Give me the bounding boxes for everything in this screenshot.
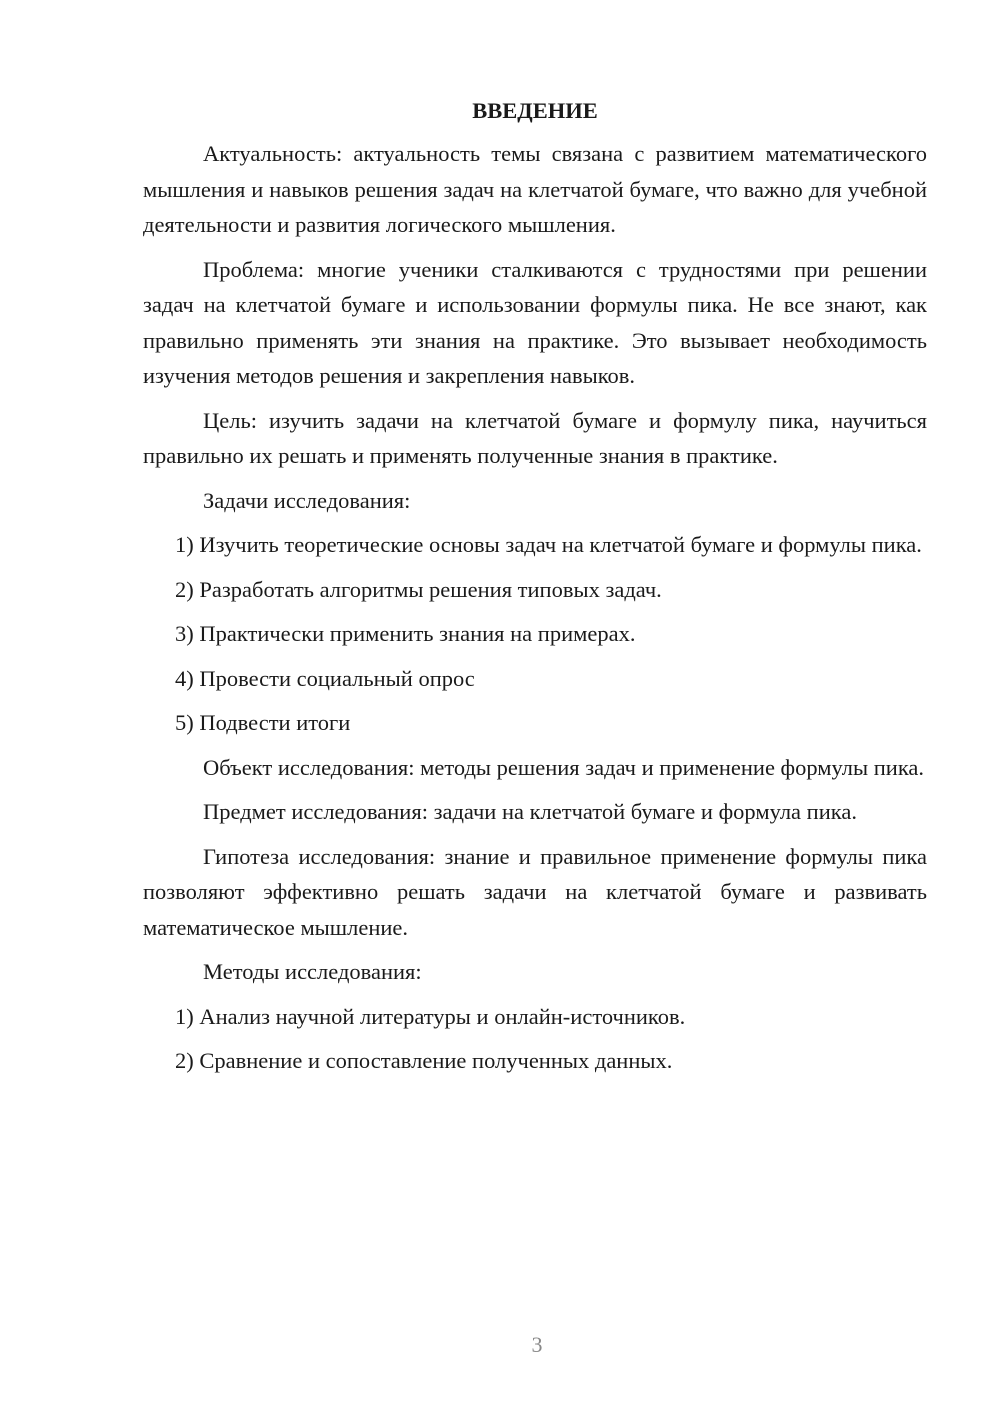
page-body <box>143 96 927 1088</box>
page-title: ВВЕДЕНИЕ <box>472 98 598 123</box>
task-item-5: 5) Подвести итоги <box>175 710 351 735</box>
problem-paragraph: Проблема: многие ученики сталкиваются с трудностями при решении задач на клетчатой бумаге и использовании формулы пика. Не все знают, как правильно применять эти знания на практике. Это вызывает необходимость изучения методов решения и закрепления навыков. <box>143 256 927 388</box>
task-item-1: 1) Изучить теоретические основы задач на клетчатой бумаге и формулы пика. <box>175 532 922 557</box>
method-item-2: 2) Сравнение и сопоставление полученных данных. <box>175 1048 673 1073</box>
method-item-1: 1) Анализ научной литературы и онлайн-источников. <box>175 1003 686 1029</box>
methods-heading: Методы исследования: <box>203 959 422 984</box>
object-paragraph: Объект исследования: методы решения задач и применение формулы пика. <box>203 754 925 780</box>
task-item-4: 4) Провести социальный опрос <box>175 665 475 691</box>
relevance-paragraph: Актуальность: актуальность темы связана с развитием математического мышления и навыков решения задач на клетчатой бумаге, что важно для учебной деятельности и развития логического мышления. <box>143 141 927 237</box>
subject-paragraph: Предмет исследования: задачи на клетчатой бумаге и формула пика. <box>203 799 857 824</box>
goal-paragraph: Цель: изучить задачи на клетчатой бумаге и формулу пика, научиться правильно их решать и применять полученные знания в практике. <box>143 407 927 468</box>
tasks-heading: Задачи исследования: <box>203 487 411 513</box>
page-number: 3 <box>531 1332 543 1357</box>
task-item-3: 3) Практически применить знания на примерах. <box>175 621 636 646</box>
hypothesis-paragraph: Гипотеза исследования: знание и правильное применение формулы пика позволяют эффективно решать задачи на клетчатой бумаге и развивать математическое мышление. <box>143 843 927 940</box>
task-item-2: 2) Разработать алгоритмы решения типовых задач. <box>175 576 662 602</box>
